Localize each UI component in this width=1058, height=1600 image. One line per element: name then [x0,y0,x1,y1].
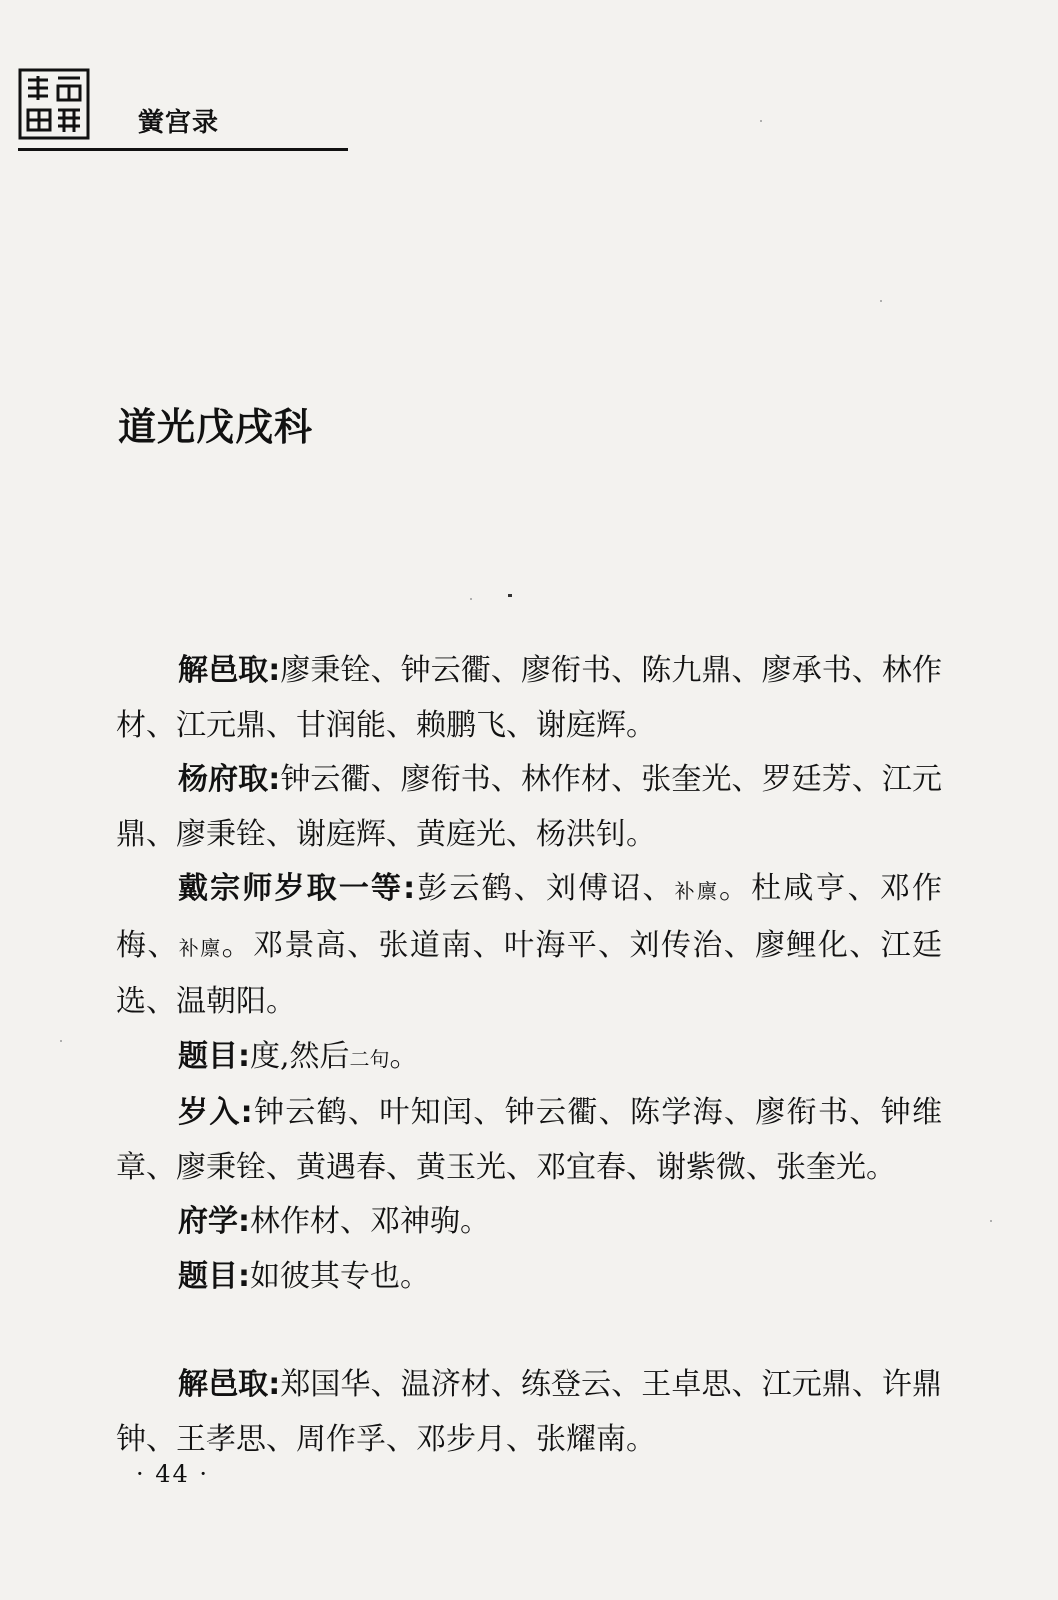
running-title: 黉宫录 [138,108,220,138]
entry-label: 岁入: [178,1095,253,1130]
entry-text: 钟云鹤、叶知闰、钟云衢、陈学海、廖衔书、钟维章、廖秉铨、黄遇春、黄玉光、邓宜春、谢紫微、张奎光。 [116,1095,943,1185]
page-header [18,62,348,154]
entry-label: 戴宗师岁取一等: [178,871,416,906]
entry-label: 题目: [178,1038,250,1074]
page-number: · 44 · [136,1460,210,1488]
small-note: 二句 [349,1046,390,1071]
paragraph [116,1358,942,1467]
entry-text: 。杜咸亨、邓作梅、 [116,871,943,963]
paragraph [116,644,942,753]
paragraph [116,1250,942,1305]
entry-text: 。邓景高、张道南、叶海平、刘传治、廖鲤化、江廷选、温朝阳。 [116,927,943,1019]
chapter-title: 道光戊戌科 [118,405,314,449]
paragraph [116,1195,942,1250]
small-note: 补廪 [178,935,222,960]
header-rule [18,148,348,151]
scan-speck [60,1040,62,1042]
body-text [116,644,942,1467]
ink-dot [508,594,512,597]
section-gap [116,1304,942,1358]
entry-text: 度,然后 [250,1038,350,1074]
seal-logo [18,68,90,140]
scan-speck [880,300,882,302]
paragraph [116,753,942,862]
entry-text: 彭云鹤、刘傅诏、 [415,871,675,906]
entry-text: 廖秉铨、钟云衢、廖衔书、陈九鼎、廖承书、林作材、江元鼎、甘润能、赖鹏飞、谢庭辉。 [116,653,943,743]
entry-label: 杨府取: [178,762,281,797]
scan-speck [760,120,762,122]
small-note: 补廪 [674,879,720,903]
scan-speck [990,1220,992,1222]
entry-text: 郑国华、温济材、练登云、王卓思、江元鼎、许鼎钟、王孝思、周作孚、邓步月、张耀南。 [116,1367,943,1457]
entry-text: 。 [389,1038,420,1074]
entry-text: 钟云衢、廖衔书、林作材、张奎光、罗廷芳、江元鼎、廖秉铨、谢庭辉、黄庭光、杨洪钊。 [116,762,943,852]
paragraph [116,1030,942,1087]
paragraph [116,1086,942,1195]
paragraph [116,862,942,1030]
entry-label: 解邑取: [178,653,281,688]
entry-label: 解邑取: [178,1367,281,1402]
entry-text: 林作材、邓神驹。 [250,1204,490,1239]
entry-label: 府学: [178,1204,250,1239]
entry-text: 如彼其专也。 [250,1258,430,1294]
entry-label: 题目: [178,1258,250,1294]
scan-speck [470,598,472,600]
